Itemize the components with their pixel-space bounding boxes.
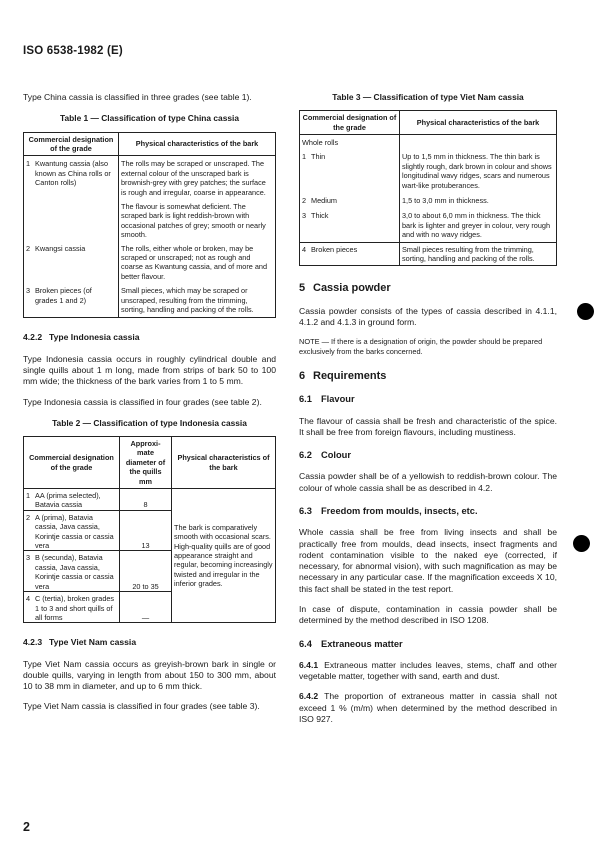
section-5-para: Cassia powder consists of the types of cassia described in 4.1.1, 4.1.2 and 4.1.3 in ground form. <box>299 305 557 327</box>
table1 <box>23 132 276 319</box>
section-6-4-heading: 6.4 Extraneous matter <box>299 638 403 649</box>
table-row: 3 Broken pieces (of grades 1 and 2) Small pieces, which may be scraped or unscraped, resulting from the trimming, sorting, handling and packing of the rolls. <box>24 286 276 318</box>
diameter-value: 20 to 35 <box>120 551 172 592</box>
table2 <box>23 436 276 623</box>
table-row: 1 AA (prima selected), Batavia cassia 8 The bark is comparatively smooth with occasional scars. High-quality quills are of good appearance straight and regular, becoming increasingly twisted and irregular in the inferior grades. <box>24 489 276 511</box>
grade-name: Kwantung cassia (also known as China rolls or Canton rolls) <box>35 159 111 188</box>
indonesia-para-1: Type Indonesia cassia occurs in roughly cylindrical double and single quills about 1 m long, made from strips of bark 50 to 100 mm wide; the thickness of the bark varies from 1 to 5 mm. <box>23 353 276 387</box>
diameter-value: 13 <box>120 510 172 551</box>
table1-col2-header: Physical characteristics of the bark <box>119 132 276 156</box>
diameter-value: — <box>120 592 172 623</box>
diameter-value: 8 <box>120 489 172 511</box>
section-4-2-3-heading: 4.2.3 Type Viet Nam cassia <box>23 637 137 648</box>
grade-name: C (tertia), broken grades 1 to 3 and short quills of all forms <box>35 594 115 622</box>
grade-desc: The flavour is somewhat deficient. The scraped bark is light reddish-brown with occasional patches of grey; smooth or nearly smooth. <box>121 201 266 240</box>
page-number: 2 <box>23 820 30 834</box>
table-row: 4 Broken pieces Small pieces resulting from the trimming, sorting, handling and packing of the rolls. <box>300 242 557 266</box>
table3-col2-header: Physical characteristics of the bark <box>400 111 557 135</box>
section-4-2-2-heading: 4.2.2 Type Indonesia cassia <box>23 332 140 343</box>
table-row <box>300 135 557 148</box>
table1-col1-header: Commercial designation of the grade <box>24 132 119 156</box>
grade-name: Kwangsi cassia <box>35 243 86 253</box>
table3-caption: Table 3 — Classification of type Viet Nam cassia <box>332 92 524 102</box>
grade-desc: Up to 1,5 mm in thickness. The thin bark is slightly rough, dark brown in colour and shows longitudinal wavy ridges, scars and numerous wart-like protuberances. <box>402 152 552 190</box>
table-row: 3 B (secunda), Batavia cassia, Java cassia, Korintje cassia or cassia vera 20 to 35 <box>24 551 276 592</box>
left-column <box>23 92 276 722</box>
grade-name: AA (prima selected), Batavia cassia <box>35 491 101 510</box>
table1-caption: Table 1 — Classification of type China cassia <box>59 113 240 124</box>
grade-name: Broken pieces <box>311 244 358 254</box>
grade-name: B (secunda), Batavia cassia, Java cassia, Korintje cassia or cassia vera <box>35 553 114 591</box>
table-row: 3 Thick 3,0 to about 6,0 mm in thickness. The thick bark is lighter and greyer in colour, very rough and with no wavy ridges. <box>300 211 557 242</box>
grade-desc: The rolls, either whole or broken, may be scraped or unscraped; not as rough and coarse as Kwantung cassia, and of more and better flavour. <box>121 243 268 281</box>
section-6-heading: 6 Requirements <box>299 370 387 383</box>
grade-desc: 3,0 to about 6,0 mm in thickness. The thick bark is lighter and greyer in colour, very rough and with no wavy ridges. <box>402 211 551 240</box>
table-row: 2 Kwangsi cassia The rolls, either whole or broken, may be scraped or unscraped; not as rough and coarse as Kwantung cassia, and of more and better flavour. <box>24 244 276 287</box>
indonesia-shared-desc: The bark is comparatively smooth with occasional scars. High-quality quills are of good appearance straight and regular, becoming increasingly twisted and irregular in the inferior grades. <box>174 522 273 589</box>
section-6-3-heading: 6.3 Freedom from moulds, insects, etc. <box>299 506 478 517</box>
grade-name: Broken pieces (of grades 1 and 2) <box>35 286 92 305</box>
page-header: ISO 6538-1982 (E) <box>23 45 123 57</box>
table-row: 4 C (tertia), broken grades 1 to 3 and short quills of all forms — <box>24 592 276 623</box>
table-row: 2 Medium 1,5 to 3,0 mm in thickness. <box>300 196 557 211</box>
grade-name: A (prima), Batavia cassia, Java cassia, Korintje cassia or cassia vera <box>35 512 114 551</box>
table2-col1-header: Commercial designation of the grade <box>24 437 120 489</box>
section-5-note: NOTE — If there is a designation of origin, the powder should be prepared exclusively from the barks concerned. <box>299 337 543 357</box>
section-6-4-2-para: 6.4.2 The proportion of extraneous matter in cassia shall not exceed 1 % (m/m) when determined by the method described in ISO 927. <box>299 691 557 725</box>
vietnam-para-1: Type Viet Nam cassia occurs as greyish-brown bark in single or double quills, varying in length from about 150 to 300 mm, about 10 to 38 mm in diameter, and up to 6 mm thick. <box>23 658 276 692</box>
section-6-3-para-1: Whole cassia shall be free from living insects and shall be practically free from moulds, dead insects, insect fragments and rodent contamination visible to the naked eye (corrected, if necessary, for abnormal vision), with such magnification as may be necessary in any particular case. If the magnification exceeds X 10, this fact shall be stated in the test report. <box>299 527 557 594</box>
group-label: Whole rolls <box>300 135 400 148</box>
right-column <box>299 92 557 734</box>
table3-col1-header: Commercial designation of the grade <box>300 111 400 135</box>
grade-name: Thick <box>311 211 329 221</box>
binder-hole-mark <box>573 535 590 552</box>
grade-name: Medium <box>311 196 337 206</box>
section-6-3-para-2: In case of dispute, contamination in cassia powder shall be determined by the method described in ISO 1208. <box>299 604 557 626</box>
section-6-2-heading: 6.2 Colour <box>299 450 351 461</box>
grade-name: Thin <box>311 152 326 162</box>
indonesia-para-2: Type Indonesia cassia is classified in four grades (see table 2). <box>23 396 262 407</box>
grade-desc: Small pieces, which may be scraped or unscraped, resulting from the trimming, sorting, handling and packing of the rolls. <box>121 286 254 314</box>
table-row: 1 Thin Up to 1,5 mm in thickness. The thin bark is slightly rough, dark brown in colour and shows longitudinal wavy ridges, scars and numerous wart-like protuberances. <box>300 147 557 196</box>
table2-caption: Table 2 — Classification of type Indonesia cassia <box>52 417 247 428</box>
section-5-heading: 5 Cassia powder <box>299 282 391 295</box>
table2-col2-header: Approxi-mate diameter of the quills mm <box>120 437 172 489</box>
grade-desc: Small pieces resulting from the trimming, sorting, handling and packing of the rolls. <box>402 244 535 264</box>
grade-desc: 1,5 to 3,0 mm in thickness. <box>402 196 489 206</box>
table-row: 2 A (prima), Batavia cassia, Java cassia, Korintje cassia or cassia vera 13 <box>24 510 276 551</box>
section-6-4-1-para: 6.4.1 Extraneous matter includes leaves, stems, chaff and other vegetable matter, together with sand, earth and dust. <box>299 659 557 682</box>
section-6-2-para: Cassia powder shall be of a yellowish to reddish-brown colour. The colour of whole cassia shall be as described in 4.2. <box>299 471 557 493</box>
grade-desc: The rolls may be scraped or unscraped. The external colour of the unscraped bark is brownish-grey with grey patches; the surface is rough and irregular, coarse in appearance. <box>121 159 266 197</box>
table2-col3-header: Physical characteristics of the bark <box>172 437 276 489</box>
china-intro: Type China cassia is classified in three grades (see table 1). <box>23 92 252 102</box>
table-row: 1 Kwantung cassia (also known as China rolls or Canton rolls) The rolls may be scraped or unscraped. The external colour of the unscraped bark is brownish-grey with grey patches; the surface is rough and irregular, coarse in appearance. The flavour is somewhat deficient. The scraped bark is light reddish-brown with occasional patches of grey; smooth or nearly smooth. <box>24 156 276 244</box>
section-6-1-para: The flavour of cassia shall be fresh and characteristic of the spice. It shall be free from foreign flavours, including mustiness. <box>299 415 557 437</box>
vietnam-para-2: Type Viet Nam cassia is classified in four grades (see table 3). <box>23 701 260 712</box>
table3 <box>299 110 557 266</box>
section-6-1-heading: 6.1 Flavour <box>299 394 355 405</box>
binder-hole-mark <box>577 303 594 320</box>
